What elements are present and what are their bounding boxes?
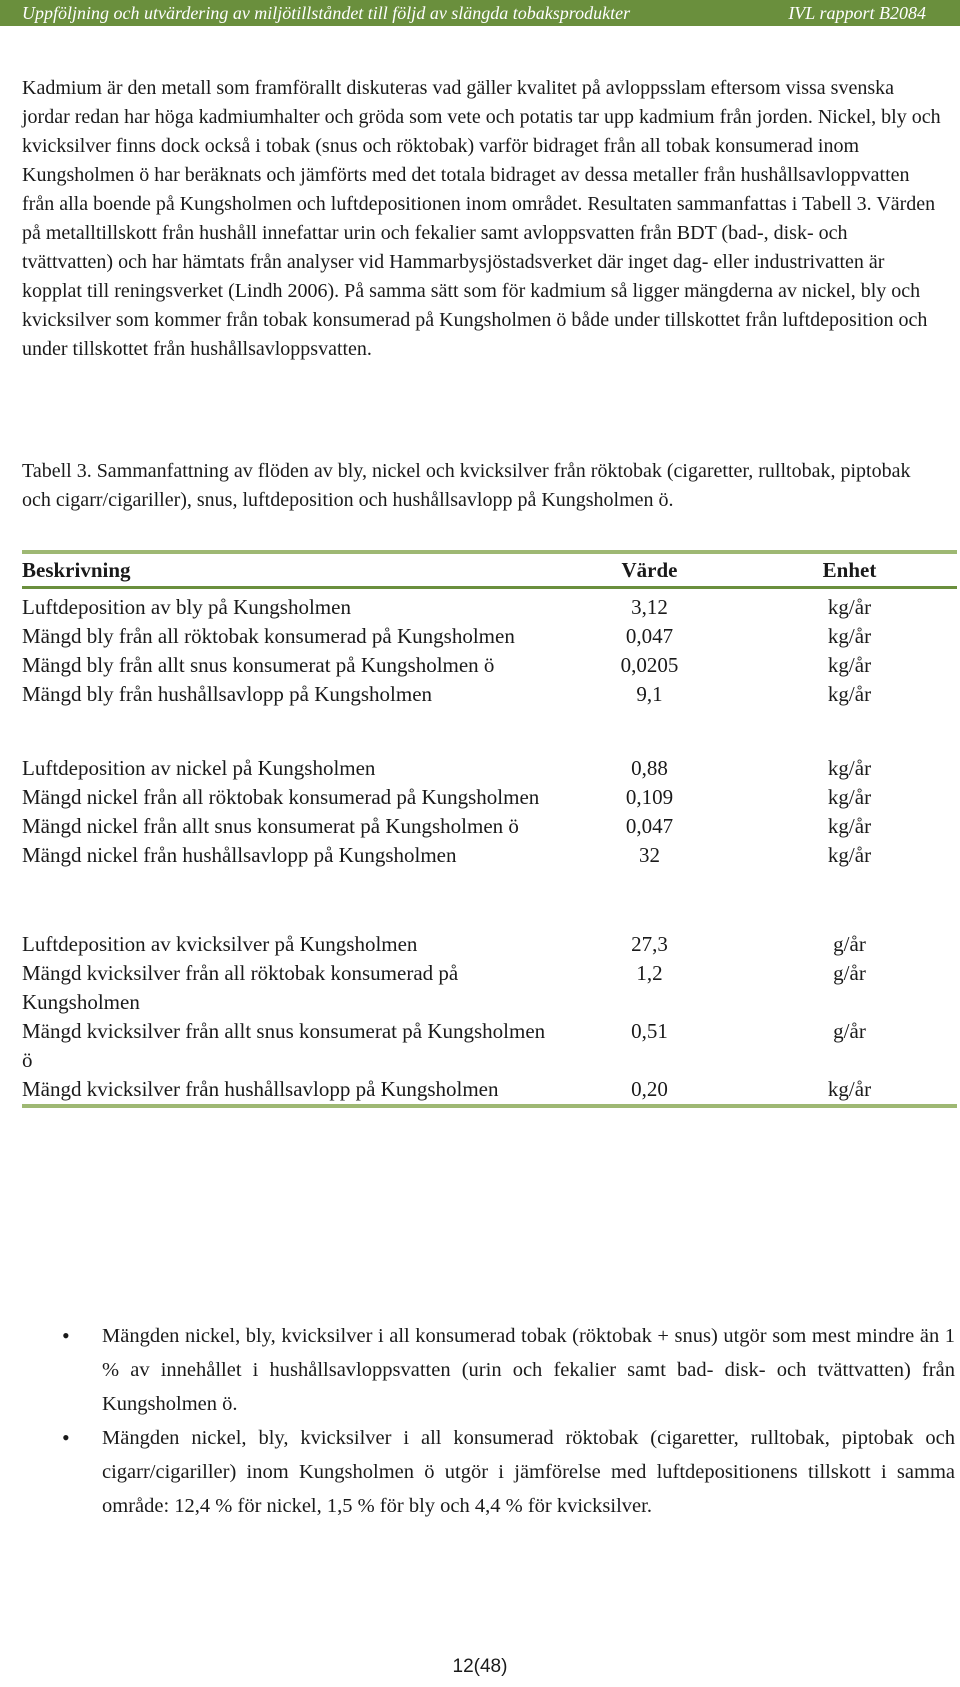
column-header-unit: Enhet [822, 558, 877, 582]
row-value: 0,88 [631, 756, 668, 780]
bullet-text: Mängden nickel, bly, kvicksilver i all konsumerad röktobak (cigaretter, rulltobak, piptobak och cigarr/cigariller) inom Kungsholmen ö utgör i jämförelse med luftdepositionens tillskott i samma område: 12,4 % för nickel, 1,5 % för bly och 4,4 % för kvicksilver. [102, 1427, 955, 1517]
row-unit: kg/år [827, 785, 872, 809]
table-header-row [22, 552, 957, 588]
row-unit: g/år [833, 961, 866, 985]
table-row [22, 841, 957, 870]
column-header-description: Beskrivning [22, 558, 131, 582]
page-header [0, 0, 960, 26]
table-row [22, 622, 957, 651]
header-report-number: IVL rapport B2084 [788, 3, 926, 23]
table-row [22, 680, 957, 709]
table-row [22, 651, 957, 680]
row-value: 1,2 [636, 961, 663, 985]
header-title: Uppföljning och utvärdering av miljötillståndet till följd av slängda tobaksprodukter [22, 3, 631, 23]
table-row [22, 754, 957, 783]
row-value: 0,0205 [620, 653, 679, 677]
row-description: Mängd kvicksilver från all röktobak konsumerad på Kungsholmen [22, 961, 459, 1014]
row-value: 0,047 [625, 814, 674, 838]
row-unit: kg/år [827, 843, 872, 867]
row-value: 32 [639, 843, 660, 867]
row-description: Luftdeposition av nickel på Kungsholmen [22, 756, 376, 780]
bullet-dot-icon: • [62, 1425, 70, 1450]
row-value: 9,1 [636, 682, 663, 706]
row-unit: kg/år [827, 682, 872, 706]
row-unit: kg/år [827, 595, 872, 619]
row-unit: kg/år [827, 756, 872, 780]
table-caption: Tabell 3. Sammanfattning av flöden av bly, nickel och kvicksilver från röktobak (cigaretter, rulltobak, piptobak och cigarr/cigariller), snus, luftdeposition och hushållsavlopp på Kungsholmen ö. [22, 460, 911, 511]
row-value: 0,047 [625, 624, 674, 648]
row-description: Mängd nickel från all röktobak konsumerad på Kungsholmen [22, 785, 540, 809]
bullet-item [62, 1421, 955, 1523]
table-row [22, 1017, 957, 1075]
row-value: 0,51 [631, 1019, 668, 1043]
row-unit: g/år [833, 1019, 866, 1043]
bullet-item [62, 1319, 955, 1421]
row-description: Luftdeposition av bly på Kungsholmen [22, 595, 351, 619]
table-row [22, 812, 957, 841]
row-description: Mängd bly från allt snus konsumerat på Kungsholmen ö [22, 653, 495, 677]
table-row [22, 930, 957, 959]
row-description: Mängd nickel från hushållsavlopp på Kungsholmen [22, 843, 457, 867]
column-header-value: Värde [621, 558, 678, 582]
page-number: 12(48) [452, 1656, 508, 1677]
row-unit: kg/år [827, 653, 872, 677]
row-description: Mängd kvicksilver från hushållsavlopp på Kungsholmen [22, 1077, 499, 1101]
row-description: Mängd nickel från allt snus konsumerat på Kungsholmen ö [22, 814, 519, 838]
row-value: 27,3 [631, 932, 668, 956]
row-description: Mängd bly från all röktobak konsumerad på Kungsholmen [22, 624, 515, 648]
group-spacer [22, 709, 957, 754]
group-spacer [22, 870, 957, 930]
table-row [22, 588, 957, 623]
summary-bullets [62, 1319, 955, 1523]
intro-paragraph: Kadmium är den metall som framförallt diskuteras vad gäller kvalitet på avloppsslam eftersom vissa svenska jordar redan har höga kadmiumhalter och gröda som vete och potatis tar upp kadmium från jorden. Nickel, bly och kvicksilver finns dock också i tobak (snus och röktobak) varför bidraget från all tobak konsumerad inom Kungsholmen ö har beräknats och jämförts med det totala bidraget av dessa metaller från hushållsavloppvatten från alla boende på Kungsholmen och luftdepositionen inom området. Resultaten sammanfattas i Tabell 3. Värden på metalltillskott från hushåll innefattar urin och fekalier samt avloppsvatten från BDT (bad-, disk- och tvättvatten) och har hämtats från analyser vid Hammarbysjöstadsverket där inget dag- eller industrivatten är kopplat till reningsverket (Lindh 2006). På samma sätt som för kadmium så ligger mängderna av nickel, bly och kvicksilver som kommer från tobak konsumerad på Kungsholmen ö både under tillskottet från luftdeposition och under tillskottet från hushållsavloppsvatten. [22, 77, 941, 360]
row-value: 0,20 [631, 1077, 668, 1101]
row-description: Mängd kvicksilver från allt snus konsumerat på Kungsholmen ö [22, 1019, 546, 1072]
row-unit: g/år [833, 932, 866, 956]
row-value: 0,109 [625, 785, 674, 809]
row-unit: kg/år [827, 624, 872, 648]
bullet-text: Mängden nickel, bly, kvicksilver i all konsumerad tobak (röktobak + snus) utgör som mest mindre än 1 % av innehållet i hushållsavloppsvatten (urin och fekalier samt bad- disk- och tvättvatten) från Kungsholmen ö. [102, 1325, 955, 1415]
table-row [22, 959, 957, 1017]
row-description: Luftdeposition av kvicksilver på Kungsholmen [22, 932, 418, 956]
row-description: Mängd bly från hushållsavlopp på Kungsholmen [22, 682, 433, 706]
row-unit: kg/år [827, 1077, 872, 1101]
row-unit: kg/år [827, 814, 872, 838]
table-row [22, 1075, 957, 1106]
row-value: 3,12 [631, 595, 668, 619]
bullet-dot-icon: • [62, 1323, 70, 1348]
table-row [22, 783, 957, 812]
summary-table [22, 550, 957, 1108]
